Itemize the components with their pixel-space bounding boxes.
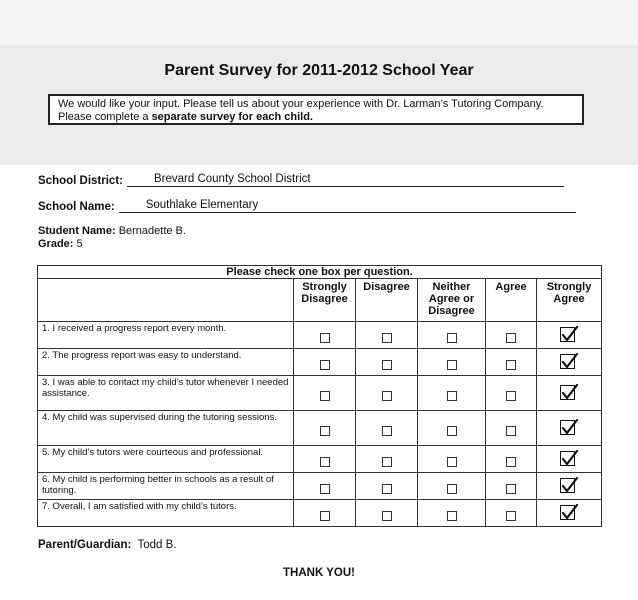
- checkbox-empty-icon[interactable]: [382, 391, 392, 401]
- student-name-label: Student Name:: [38, 225, 116, 237]
- checkbox-empty-icon[interactable]: [447, 360, 457, 370]
- checkbox-empty-icon[interactable]: [447, 426, 457, 436]
- answer-cell-disagree: [356, 500, 418, 527]
- answer-cell-strongly-agree: [537, 376, 602, 411]
- answer-cell-strongly-disagree: [294, 349, 356, 376]
- thank-you: THANK YOU!: [283, 567, 355, 579]
- student-info: [38, 225, 186, 251]
- checkbox-empty-icon[interactable]: [506, 426, 516, 436]
- guardian-field: [38, 539, 177, 551]
- table-row: [38, 376, 602, 411]
- checkbox-empty-icon[interactable]: [320, 457, 330, 467]
- answer-cell-neither: [418, 500, 486, 527]
- checkbox-empty-icon[interactable]: [320, 484, 330, 494]
- answer-cell-agree: [486, 349, 537, 376]
- school-name-label: School Name:: [38, 201, 115, 213]
- question-text: 3. I was able to contact my child’s tutor whenever I needed assistance.: [38, 376, 294, 411]
- checkbox-empty-icon[interactable]: [382, 457, 392, 467]
- answer-cell-agree: [486, 446, 537, 473]
- checkbox-empty-icon[interactable]: [506, 511, 516, 521]
- answer-cell-strongly-disagree: [294, 473, 356, 500]
- answer-cell-strongly-agree: [537, 349, 602, 376]
- school-district-field: [38, 172, 564, 187]
- answer-cell-strongly-agree: [537, 411, 602, 446]
- checkbox-empty-icon[interactable]: [506, 391, 516, 401]
- grade-row: [38, 238, 186, 251]
- answer-cell-strongly-agree: [537, 446, 602, 473]
- checkbox-empty-icon[interactable]: [506, 484, 516, 494]
- checkbox-empty-icon[interactable]: [382, 484, 392, 494]
- table-row: [38, 473, 602, 500]
- checkbox-empty-icon[interactable]: [447, 333, 457, 343]
- checkbox-empty-icon[interactable]: [320, 360, 330, 370]
- checkbox-empty-icon[interactable]: [320, 511, 330, 521]
- answer-cell-strongly-agree: [537, 473, 602, 500]
- page-title: Parent Survey for 2011-2012 School Year: [164, 62, 474, 79]
- question-header: [38, 279, 294, 322]
- intro-box: [48, 94, 584, 125]
- answer-cell-disagree: [356, 376, 418, 411]
- checkbox-empty-icon[interactable]: [382, 426, 392, 436]
- intro-line-2: [58, 111, 574, 124]
- header-agree: Agree: [486, 279, 537, 322]
- answer-cell-strongly-disagree: [294, 322, 356, 349]
- table-caption: Please check one box per question.: [38, 266, 602, 279]
- header-disagree: Disagree: [356, 279, 418, 322]
- answer-cell-disagree: [356, 349, 418, 376]
- answer-cell-disagree: [356, 446, 418, 473]
- survey-table: [37, 265, 602, 527]
- answer-cell-strongly-disagree: [294, 376, 356, 411]
- answer-cell-disagree: [356, 322, 418, 349]
- student-name: Bernadette B.: [118, 225, 186, 237]
- checkbox-empty-icon[interactable]: [447, 457, 457, 467]
- school-district-label: School District:: [38, 175, 123, 187]
- answer-cell-strongly-agree: [537, 500, 602, 527]
- question-text: 1. I received a progress report every month.: [38, 322, 294, 349]
- checkbox-checked-icon[interactable]: [560, 326, 578, 344]
- answer-cell-neither: [418, 322, 486, 349]
- school-district-value[interactable]: Brevard County School District: [127, 172, 564, 187]
- question-text: 6. My child is performing better in schools as a result of tutoring.: [38, 473, 294, 500]
- checkbox-empty-icon[interactable]: [320, 426, 330, 436]
- checkbox-empty-icon[interactable]: [382, 511, 392, 521]
- guardian-label: Parent/Guardian:: [38, 539, 132, 551]
- checkbox-empty-icon[interactable]: [506, 360, 516, 370]
- intro-line-1: We would like your input. Please tell us about your experience with Dr. Larman’s Tutoring Company.: [58, 98, 544, 110]
- question-text: 5. My child’s tutors were courteous and professional.: [38, 446, 294, 473]
- answer-cell-disagree: [356, 411, 418, 446]
- checkbox-empty-icon[interactable]: [382, 333, 392, 343]
- table-row: [38, 411, 602, 446]
- answer-cell-agree: [486, 500, 537, 527]
- student-name-row: [38, 225, 186, 238]
- checkbox-empty-icon[interactable]: [506, 457, 516, 467]
- checkbox-empty-icon[interactable]: [447, 511, 457, 521]
- answer-cell-agree: [486, 376, 537, 411]
- intro-line-2-bold: separate survey for each child.: [151, 111, 313, 123]
- intro-line-2-prefix: Please complete a: [58, 111, 152, 123]
- question-text: 7. Overall, I am satisfied with my child’s tutors.: [38, 500, 294, 527]
- checkbox-empty-icon[interactable]: [447, 484, 457, 494]
- checkbox-empty-icon[interactable]: [320, 391, 330, 401]
- school-name-value[interactable]: Southlake Elementary: [119, 198, 576, 213]
- question-text: 4. My child was supervised during the tutoring sessions.: [38, 411, 294, 446]
- answer-cell-neither: [418, 411, 486, 446]
- answer-cell-agree: [486, 411, 537, 446]
- checkbox-empty-icon[interactable]: [447, 391, 457, 401]
- answer-cell-strongly-agree: [537, 322, 602, 349]
- answer-cell-neither: [418, 376, 486, 411]
- checkbox-empty-icon[interactable]: [320, 333, 330, 343]
- table-row: [38, 446, 602, 473]
- table-row: [38, 500, 602, 527]
- answer-cell-strongly-disagree: [294, 500, 356, 527]
- checkbox-checked-icon[interactable]: [560, 353, 578, 371]
- checkbox-empty-icon[interactable]: [382, 360, 392, 370]
- checkbox-empty-icon[interactable]: [506, 333, 516, 343]
- guardian-name: Todd B.: [137, 539, 177, 551]
- answer-cell-strongly-disagree: [294, 411, 356, 446]
- page-top-band: [0, 0, 638, 45]
- school-name-field: [38, 198, 576, 213]
- table-row: [38, 322, 602, 349]
- checkbox-checked-icon[interactable]: [560, 384, 578, 402]
- answer-cell-neither: [418, 349, 486, 376]
- answer-cell-disagree: [356, 473, 418, 500]
- checkbox-checked-icon[interactable]: [560, 504, 578, 522]
- header-strongly-agree: Strongly Agree: [537, 279, 602, 322]
- answer-cell-strongly-disagree: [294, 446, 356, 473]
- answer-cell-agree: [486, 473, 537, 500]
- grade-value: 5: [76, 238, 83, 250]
- answer-cell-neither: [418, 473, 486, 500]
- header-neither: Neither Agree or Disagree: [418, 279, 486, 322]
- header-strongly-disagree: Strongly Disagree: [294, 279, 356, 322]
- checkbox-checked-icon[interactable]: [560, 450, 578, 468]
- answer-cell-neither: [418, 446, 486, 473]
- answer-cell-agree: [486, 322, 537, 349]
- question-text: 2. The progress report was easy to understand.: [38, 349, 294, 376]
- checkbox-checked-icon[interactable]: [560, 477, 578, 495]
- checkbox-checked-icon[interactable]: [560, 419, 578, 437]
- grade-label: Grade:: [38, 238, 74, 250]
- table-row: [38, 349, 602, 376]
